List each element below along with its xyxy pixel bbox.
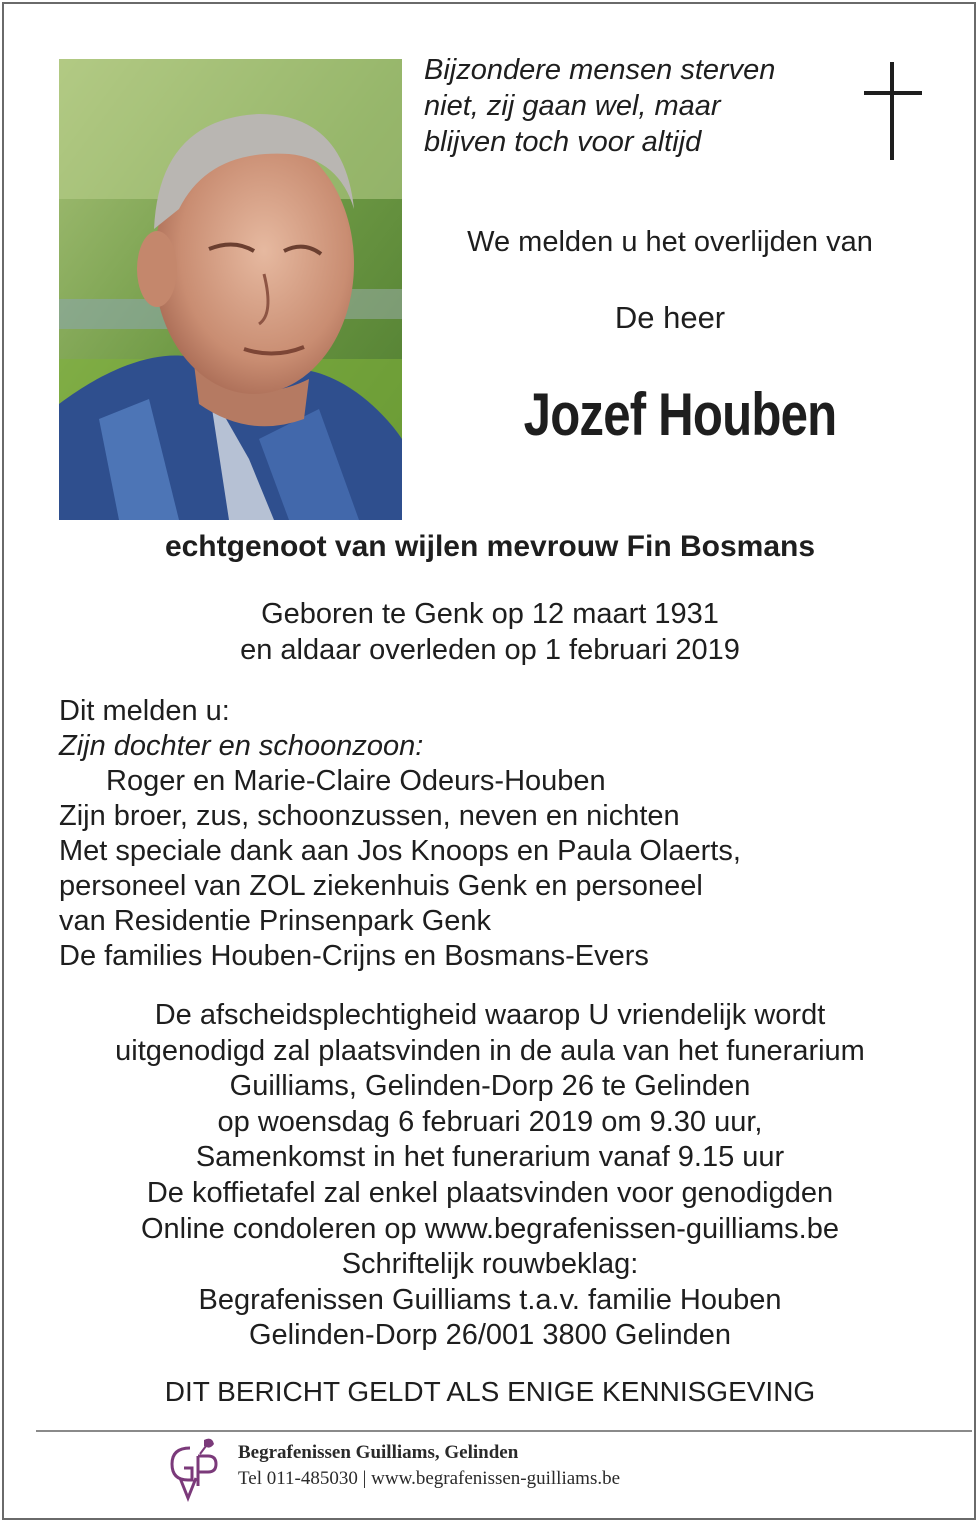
daughter-heading: Zijn dochter en schoonzoon:: [59, 730, 424, 762]
death-line: en aldaar overleden op 1 februari 2019: [240, 634, 740, 666]
poem: [424, 52, 844, 160]
ceremony-line: Samenkomst in het funerarium vanaf 9.15 uur: [195, 1141, 785, 1174]
ceremony-line: Gelinden-Dorp 26/001 3800 Gelinden: [248, 1319, 732, 1352]
announcement: We melden u het overlijden van: [467, 226, 873, 258]
ceremony-line: Online condoleren op www.begrafenissen-guilliams.be: [140, 1212, 839, 1245]
poem-line: niet, zij gaan wel, maar: [424, 90, 721, 122]
thanks-line: personeel van ZOL ziekenhuis Genk en personeel: [59, 870, 703, 902]
deceased-name: Jozef Houben: [523, 381, 837, 448]
poem-line: blijven toch voor altijd: [424, 126, 702, 158]
honorific: De heer: [614, 300, 726, 335]
ceremony-line: Schriftelijk rouwbeklag:: [341, 1248, 639, 1281]
footer-company: Begrafenissen Guilliams, Gelinden: [238, 1442, 519, 1463]
life-dates: [0, 596, 980, 668]
funeral-home-logo-icon: [166, 1436, 222, 1502]
thanks-line: van Residentie Prinsenpark Genk: [59, 905, 492, 937]
ceremony-line: op woensdag 6 februari 2019 om 9.30 uur,: [217, 1105, 763, 1138]
thanks-line: Met speciale dank aan Jos Knoops en Paula Olaerts,: [59, 835, 741, 867]
birth-line: Geboren te Genk op 12 maart 1931: [261, 598, 719, 630]
spouse-line: echtgenoot van wijlen mevrouw Fin Bosmans: [164, 530, 816, 563]
poem-line: Bijzondere mensen sterven: [424, 54, 776, 86]
daughter-names: Roger en Marie-Claire Odeurs-Houben: [106, 765, 606, 797]
ceremony-line: De koffietafel zal enkel plaatsvinden voor genodigden: [146, 1176, 834, 1209]
ceremony-line: uitgenodigd zal plaatsvinden in de aula van het funerarium: [115, 1034, 865, 1067]
family-intro: Dit melden u:: [59, 695, 230, 727]
portrait-photo: [59, 59, 402, 520]
divider: [36, 1430, 972, 1432]
footer-contact: Tel 011-485030 | www.begrafenissen-guilliams.be: [238, 1468, 621, 1489]
ceremony-details: [0, 998, 980, 1354]
cross-icon: [864, 62, 922, 160]
ceremony-line: Guilliams, Gelinden-Dorp 26 te Gelinden: [229, 1070, 751, 1103]
ceremony-line: De afscheidsplechtigheid waarop U vriendelijk wordt: [154, 999, 826, 1031]
siblings-line: Zijn broer, zus, schoonzussen, neven en nichten: [59, 800, 680, 832]
notice-line: DIT BERICHT GELDT ALS ENIGE KENNISGEVING: [164, 1376, 816, 1407]
families-line: De families Houben-Crijns en Bosmans-Evers: [59, 940, 649, 972]
ceremony-line: Begrafenissen Guilliams t.a.v. familie Houben: [198, 1283, 782, 1316]
family-list: [59, 694, 919, 974]
